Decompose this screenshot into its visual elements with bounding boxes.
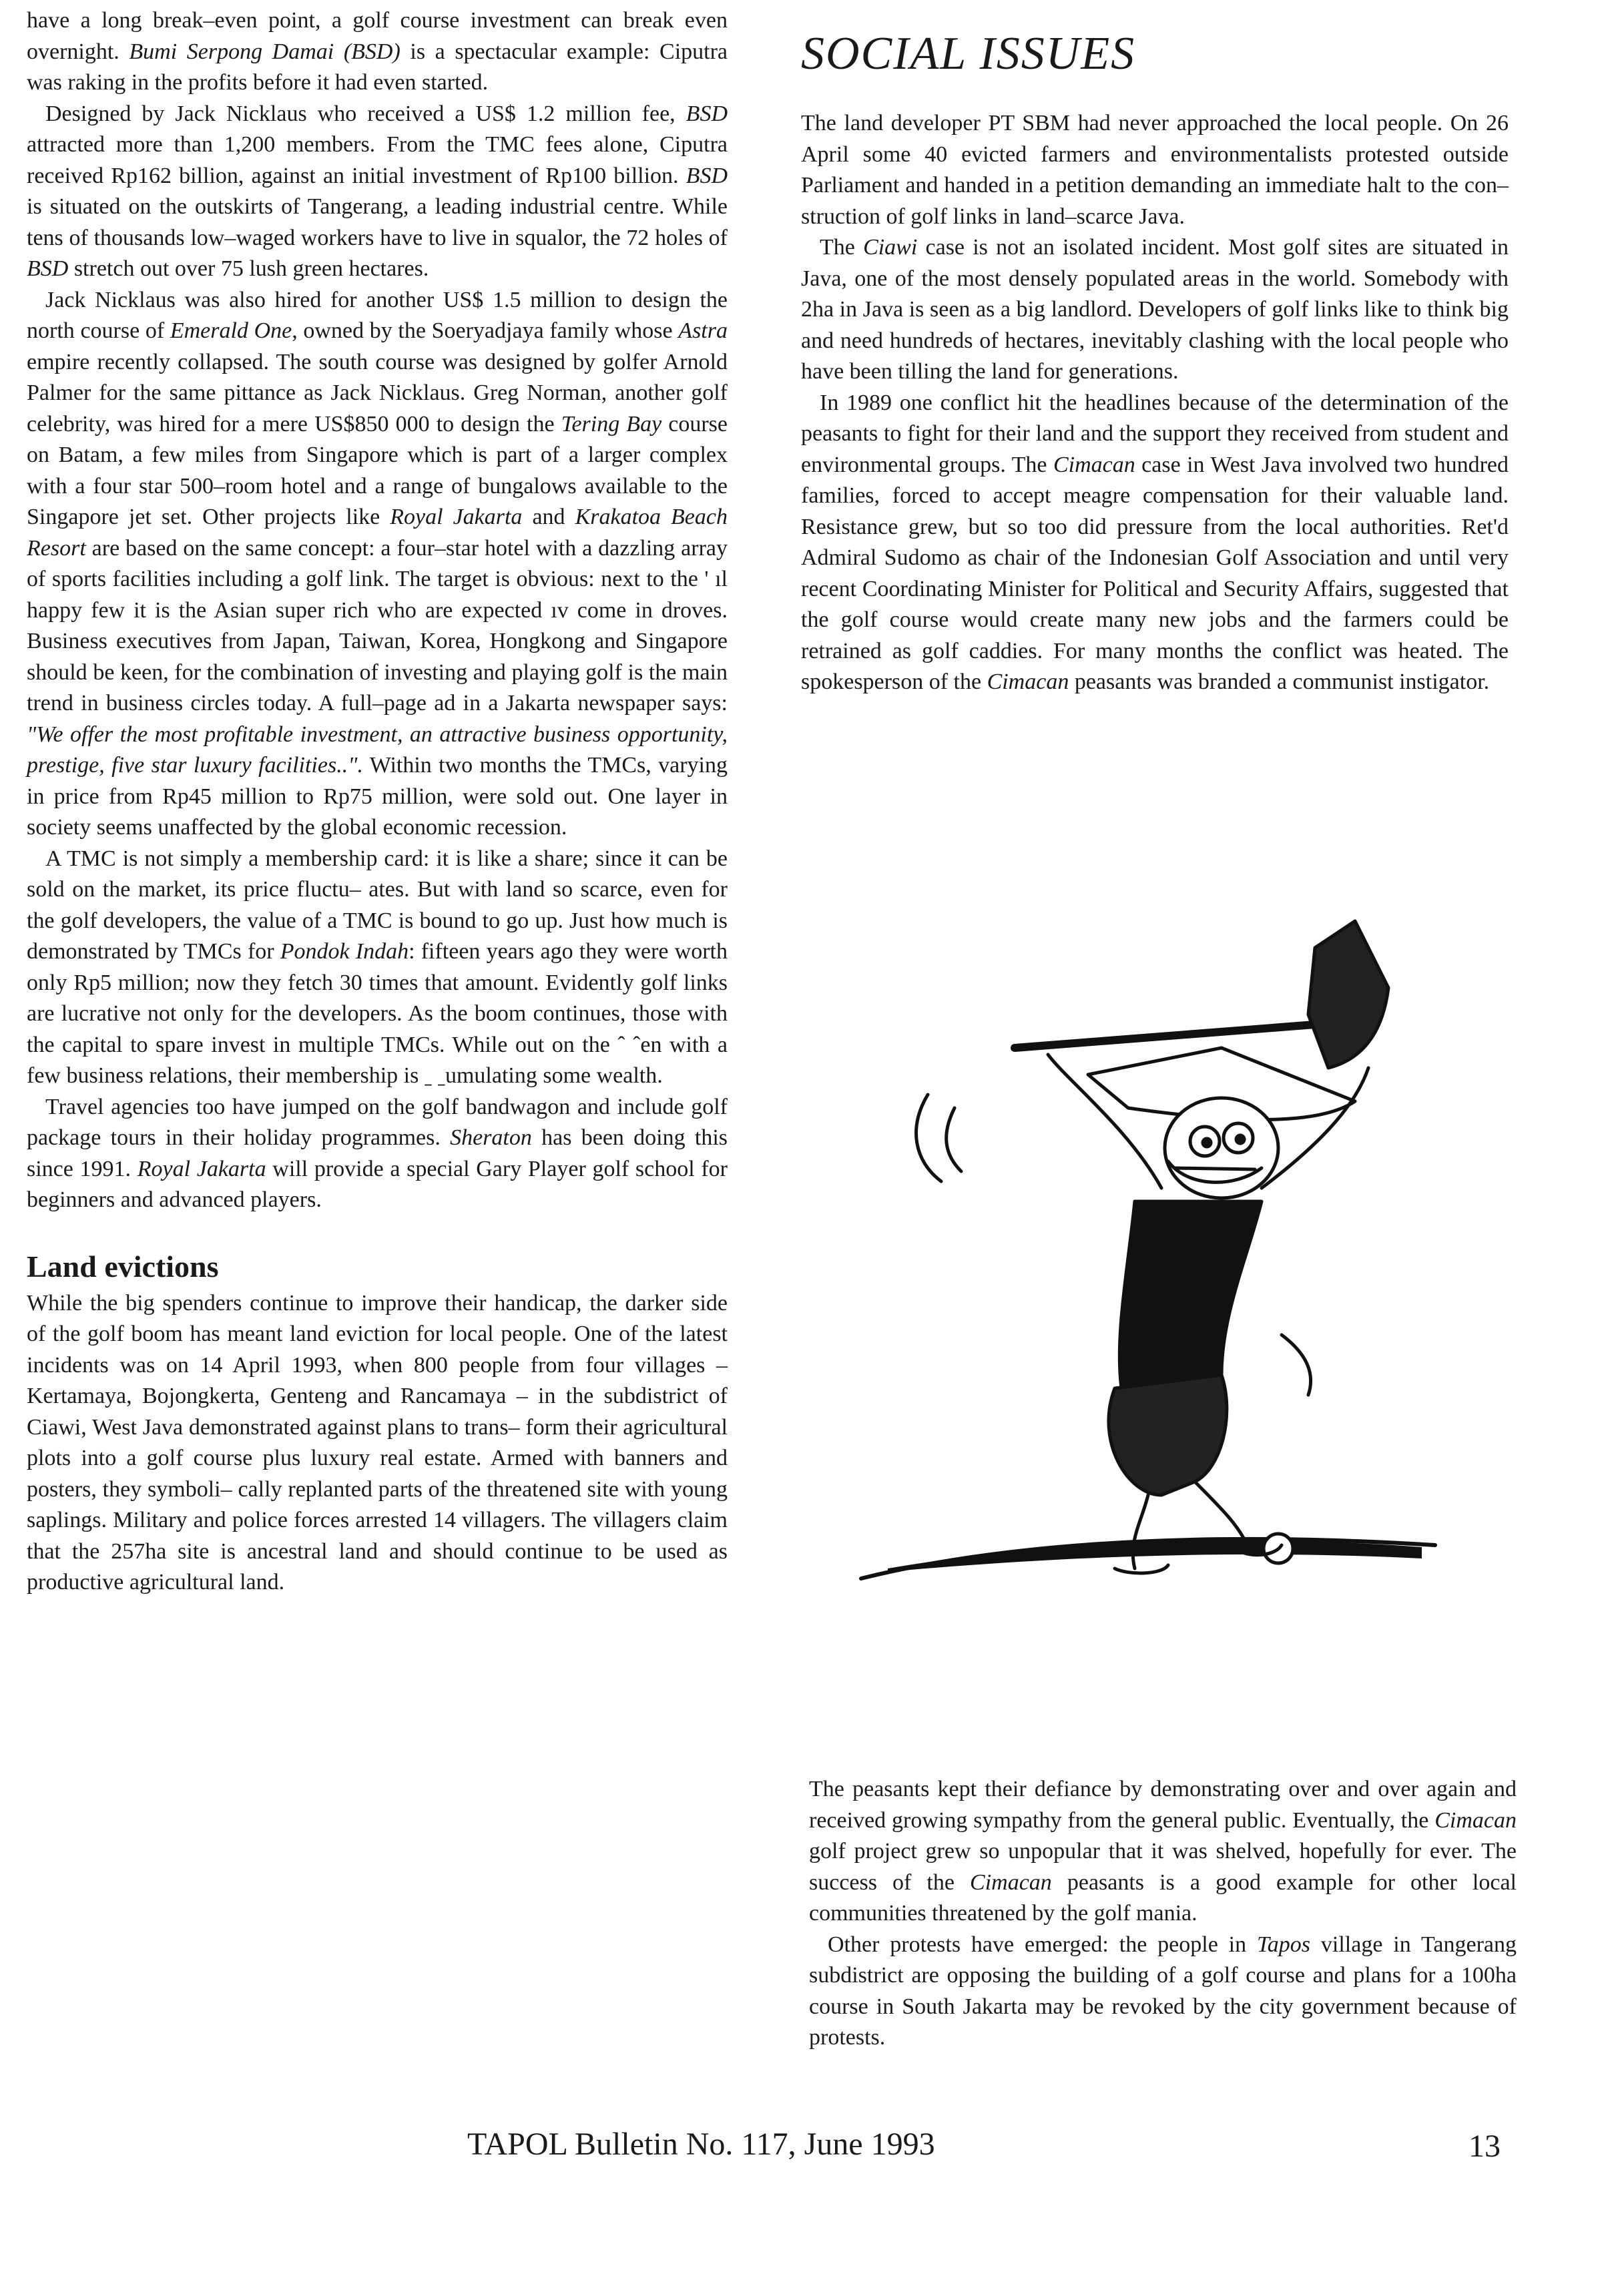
text-run: Jack Nicklaus was also hired for another US$ 1.5 million to design the north course of — [27, 287, 728, 343]
text-run: The peasants kept their defiance by demonstrating over and over again and received growing sympathy from the general public. Eventually, the — [809, 1777, 1517, 1833]
land-evictions-heading: Land evictions — [27, 1249, 219, 1283]
italic-run: Cimacan — [1434, 1807, 1517, 1833]
italic-run: Cimacan — [970, 1870, 1052, 1895]
right-bottom-paragraphs — [809, 1774, 1517, 2054]
text-run: , owned by the Soeryadjaya family whose — [292, 318, 679, 343]
italic-run: Cimacan — [1053, 452, 1135, 477]
text-run: In 1989 one conflict hit the headlines because of the determination of the peasants to fight for their land and the support they received from student and environmental groups. The — [801, 390, 1509, 477]
italic-run: BSD — [686, 163, 728, 188]
paragraph — [27, 1092, 728, 1216]
text-run: peasants is a good example for other local communities threatened by the golf mania. — [809, 1870, 1517, 1926]
text-run: stretch out over 75 lush green hectares. — [68, 256, 429, 281]
italic-run: Krakatoa Beach Resort — [27, 505, 728, 561]
italic-run: Royal Jakarta — [390, 505, 523, 529]
paragraph — [809, 1774, 1517, 1930]
right-column-bottom — [809, 1774, 1517, 2054]
paragraph — [27, 285, 728, 844]
italic-run: Sheraton — [450, 1125, 532, 1150]
text-run: Other protests have emerged: the people in — [828, 1932, 1257, 1957]
paragraph — [801, 108, 1509, 232]
italic-run: Royal Jakarta — [137, 1156, 266, 1181]
text-run: will provide a special Gary Player golf school for beginners and advanced players. — [27, 1156, 728, 1212]
left-column — [27, 5, 728, 1599]
paragraph — [27, 844, 728, 1092]
italic-run: Astra — [678, 318, 728, 343]
paragraph — [809, 1930, 1517, 2054]
text-run: Designed by Jack Nicklaus who received a US$ 1.2 million fee, — [45, 101, 686, 126]
page-number: 13 — [1468, 2128, 1501, 2164]
italic-run: Tapos — [1256, 1932, 1311, 1957]
paragraph — [27, 5, 728, 99]
text-run: The land developer PT SBM had never approached the local people. On 26 April some 40 evicted farmers and environmentalists protested outside Parliament and handed in a petition demanding an immediate halt to the con– struction of golf links in land–scarce Java. — [801, 111, 1509, 229]
cartoon-peasant-golfer-icon — [848, 908, 1475, 1629]
footer-publication: TAPOL Bulletin No. 117, June 1993 — [467, 2126, 935, 2162]
text-run: course on Batam, a few miles from Singapore which is part of a larger complex with a four star 500–room hotel and a range of bungalows available to the Singapore jet set. Other projects like — [27, 411, 728, 529]
text-run: empire recently collapsed. The south course was designed by golfer Arnold Palmer for the same pittance as Jack Nicklaus. Greg Norman, another golf celebrity, was hired for a mere US$850 000 to design the — [27, 349, 728, 437]
paragraph — [801, 232, 1509, 388]
italic-run: BSD — [27, 256, 69, 281]
left-evictions-paragraphs — [27, 1288, 728, 1599]
text-run: have a long break–even point, a golf course investment can break even overnight. — [27, 8, 728, 64]
text-run: golf project grew so unpopular that it was shelved, hopefully for ever. The success of the — [809, 1839, 1517, 1895]
paragraph — [801, 388, 1509, 698]
paragraph — [27, 99, 728, 285]
text-run: Travel agencies too have jumped on the golf bandwagon and include golf package tours in their holiday programmes. — [27, 1094, 728, 1150]
paragraph — [27, 1288, 728, 1599]
text-run: The — [820, 235, 864, 260]
italic-run: Pondok Indah — [280, 939, 409, 964]
text-run: peasants was branded a communist instigator. — [1069, 669, 1490, 694]
italic-run: "We offer the most profitable investment, an attractive business opportunity, prestige, five star luxury facilities..". — [27, 722, 728, 778]
text-run: While the big spenders continue to improve their handicap, the darker side of the golf boom has meant land eviction for local people. One of the latest incidents was on 14 April 1993, when 800 people from four villages – Kertamaya, Bojongkerta, Genteng and Rancamaya – in the subdistrict of Ciawi, West Java demonstrated against plans to trans– form their agricultural plots into a golf course plus luxury real estate. Armed with banners and posters, they symboli– cally replanted parts of the threatened site with young saplings. Military and police forces arrested 14 villagers. The villagers claim that the 257ha site is ancestral land and should continue to be used as productive agricultural land. — [27, 1290, 728, 1595]
left-body-paragraphs — [27, 5, 728, 1216]
italic-run: Cimacan — [987, 669, 1069, 694]
text-run: is situated on the outskirts of Tangerang, a leading industrial centre. While tens of thousands low–waged workers have to live in squalor, the 72 holes of — [27, 194, 728, 250]
text-run: case is not an isolated incident. Most golf sites are situated in Java, one of the most densely populated areas in the world. Somebody with 2ha in Java is seen as a big landlord. Developers of golf links like to think big and need hundreds of hectares, inevitably clashing with the local people who have been tilling the land for generations. — [801, 235, 1509, 384]
text-run: : fifteen years ago they were worth only Rp5 million; now they fetch 30 times that amount. Evidently golf links are lucrative not only for the developers. As the boom continues, those with the capital to spare invest in multiple TMCs. While out on the ˆ ˆen with a few business relations, their membership is ˍ ˍumulating some wealth. — [27, 939, 728, 1088]
text-run: village in Tangerang subdistrict are opposing the building of a golf course and plans for a 100ha course in South Jakarta may be revoked by the city government because of protests. — [809, 1932, 1517, 2050]
italic-run: Bumi Serpong Damai (BSD) — [129, 39, 400, 64]
text-run: has been doing this since 1991. — [27, 1125, 728, 1181]
text-run: and — [522, 505, 575, 529]
text-run: Within two months the TMCs, varying in price from Rp45 million to Rp75 million, were sold out. One layer in society seems unaffected by the global economic recession. — [27, 753, 728, 840]
text-run: are based on the same concept: a four–star hotel with a dazzling array of sports facilities including a golf link. The target is obvious: next to the ' ıl happy few it is the Asian super rich who are expected ıv come in droves. Business executives from Japan, Taiwan, Korea, Hongkong and Singapore should be keen, for the combination of investing and playing golf is the main trend in business circles today. A full–page ad in a Jakarta newspaper says: — [27, 535, 728, 715]
right-body-paragraphs — [801, 108, 1509, 698]
italic-run: Ciawi — [863, 235, 918, 260]
right-column-top — [801, 24, 1509, 698]
text-run: attracted more than 1,200 members. From the TMC fees alone, Ciputra received Rp162 billion, against an initial investment of Rp100 billion. — [27, 132, 728, 188]
italic-run: Tering Bay — [561, 411, 662, 437]
italic-run: BSD — [686, 101, 728, 126]
section-title: SOCIAL ISSUES — [801, 28, 1136, 79]
text-run: case in West Java involved two hundred families, forced to accept meagre compensation for their valuable land. Resistance grew, but so too did pressure from the local authorities. Ret'd Admiral Sudomo as chair of the Indonesian Golf Association and until very recent Coordinating Minister for Political and Security Affairs, suggested that the golf course would create many new jobs and the farmers could be retrained as golf caddies. For many months the conflict was heated. The spokesperson of the — [801, 452, 1509, 694]
italic-run: Emerald One — [170, 318, 292, 343]
text-run: A TMC is not simply a membership card: it is like a share; since it can be sold on the market, its price fluctu– ates. But with land so scarce, even for the golf developers, the value of a TMC is bound to go up. Just how much is demonstrated by TMCs for — [27, 846, 728, 964]
text-run: is a spectacular example: Ciputra was raking in the profits before it had even started. — [27, 39, 728, 95]
